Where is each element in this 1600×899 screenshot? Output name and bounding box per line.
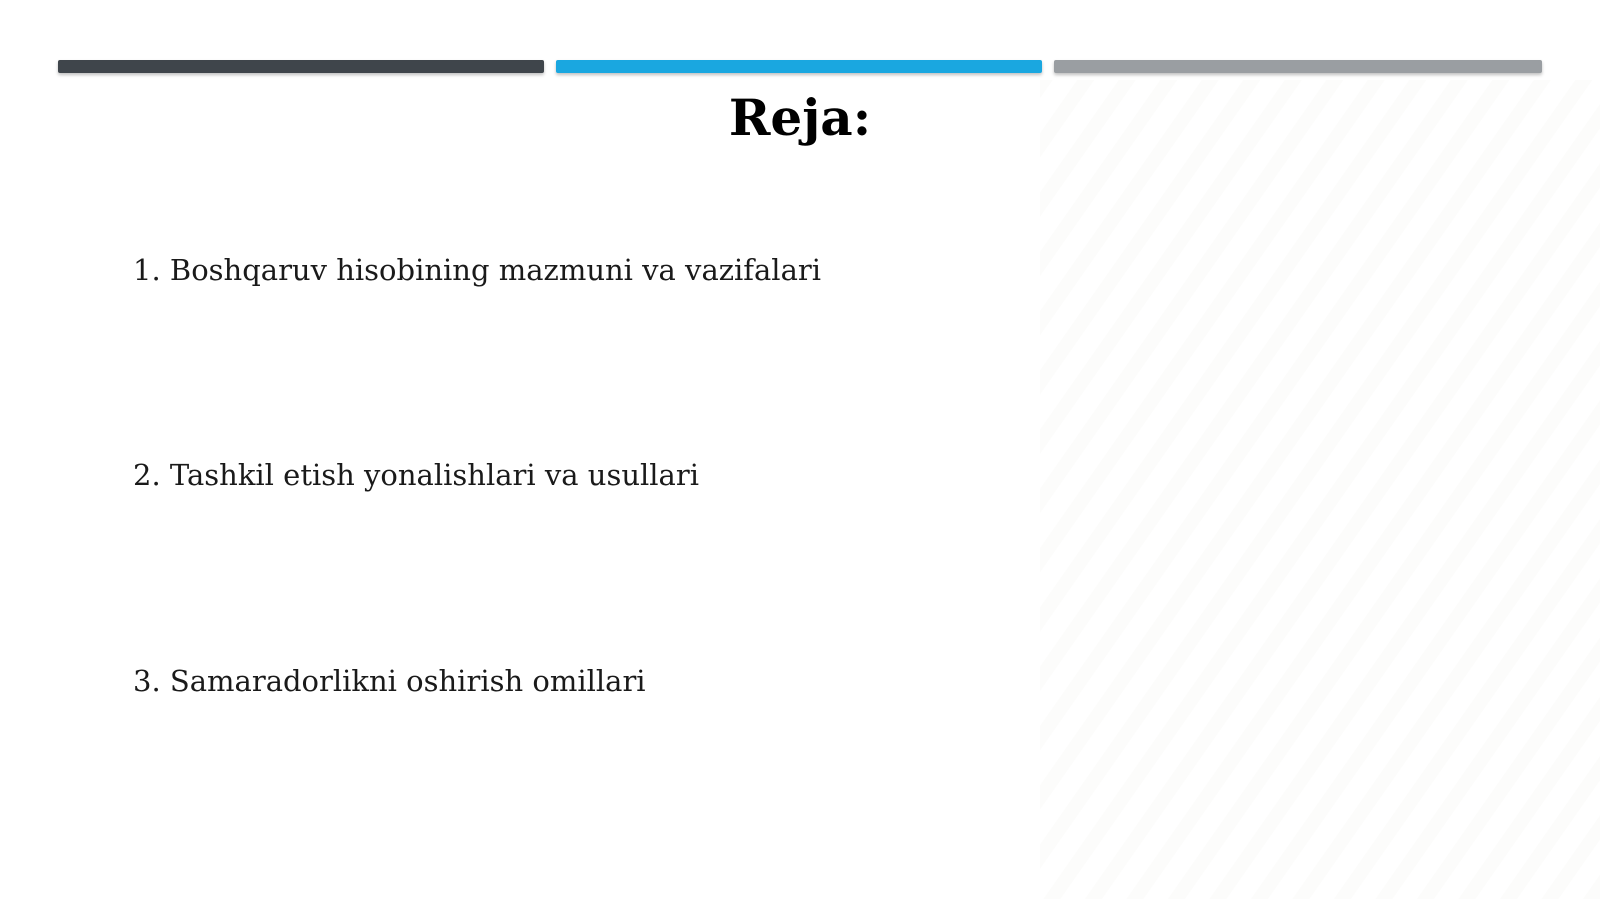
decorative-top-bars [58,60,1542,73]
top-bar-dark [58,60,544,73]
slide-title: Reja: [728,88,872,147]
plan-item-3: 3. Samaradorlikni oshirish omillari [133,664,646,698]
plan-item-2: 2. Tashkil etish yonalishlari va usullari [133,458,699,492]
top-bar-blue [556,60,1042,73]
background-texture [1040,80,1600,899]
top-bar-gray [1054,60,1542,73]
plan-item-1: 1. Boshqaruv hisobining mazmuni va vazifalari [133,253,822,287]
